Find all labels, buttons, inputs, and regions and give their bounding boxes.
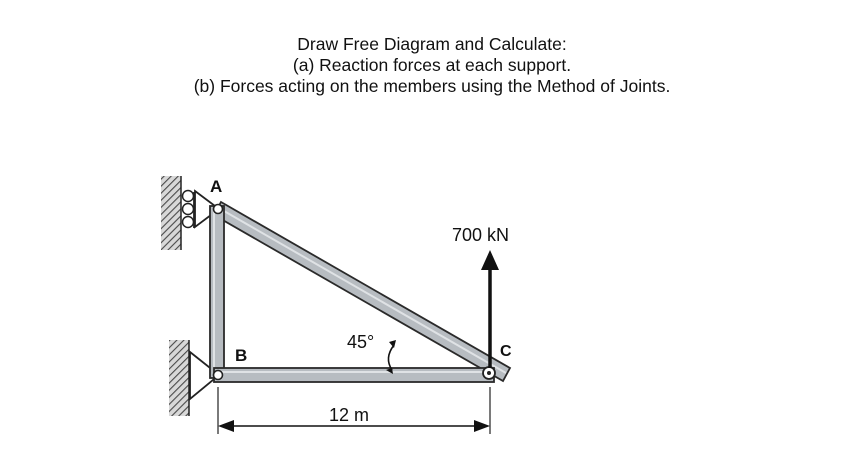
span-label: 12 m	[329, 405, 370, 425]
pin-a	[214, 205, 223, 214]
instruction-line-3: (b) Forces acting on the members using the Method of Joints.	[193, 76, 671, 96]
instruction-line-2: (a) Reaction forces at each support.	[292, 55, 572, 75]
member-bc	[214, 368, 494, 382]
pin-b	[214, 371, 223, 380]
load-arrow	[481, 250, 499, 368]
instruction-line-1: Draw Free Diagram and Calculate:	[297, 34, 567, 54]
label-b: B	[235, 346, 248, 365]
label-a: A	[210, 177, 223, 196]
angle-label: 45°	[347, 332, 375, 352]
wall-b	[169, 340, 189, 416]
load-label: 700 kN	[452, 225, 510, 245]
label-c: C	[500, 343, 512, 360]
member-ab	[210, 206, 224, 378]
wall-a	[161, 176, 181, 250]
